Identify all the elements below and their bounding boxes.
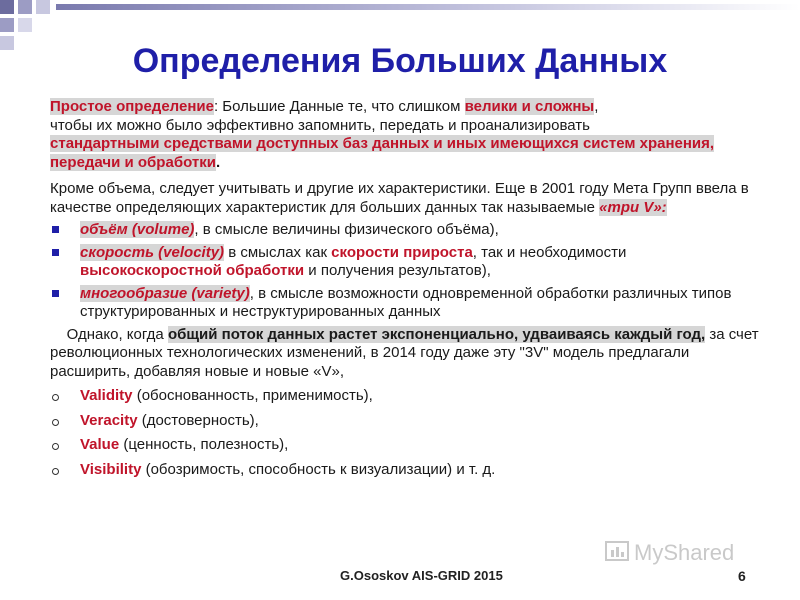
page-number: 6 [738,568,746,584]
three-v-list [50,221,762,322]
definition-lead: Простое определение [50,98,214,115]
three-v-paragraph: Кроме объема, следует учитывать и другие их характеристики. Еще в 2001 году Мета Групп ввела в качестве определяющих характеристик для больших данных так называемые «три V»: [50,180,749,216]
extra-v-list [50,387,762,479]
list-item: Validity (обоснованность, применимость), [50,387,762,406]
square-bullet-icon [52,226,59,233]
list-item: объём (volume), в смысле величины физического объёма), [50,221,762,240]
decor-square [0,18,14,32]
list-item: Veracity (достоверность), [50,412,762,431]
decor-square [18,0,32,14]
slide-content [50,98,762,485]
highlight-standard-means: стандартными средствами доступных баз данных и иных имеющихся систем хранения, передачи и обработки [50,135,715,171]
expansion-paragraph: Однако, когда общий поток данных растет экспоненциально, удваиваясь каждый год, за счет революционных технологических изменений, в 2014 году даже эту "3V" модель предлагали расширить, добавляя новые и новые «V», [50,325,759,380]
decor-bar [56,4,800,10]
footer-author: G.Ososkov AIS-GRID 2015 [340,568,503,583]
circle-bullet-icon [52,468,59,475]
watermark-text: MyShared [634,540,735,565]
list-item: Value (ценность, полезность), [50,436,762,455]
list-item: многообразие (variety), в смысле возможности одновременной обработки различных типов структурированных и неструктурированных данных [50,285,762,322]
slide-title: Определения Больших Данных [132,42,668,80]
circle-bullet-icon [52,419,59,426]
decor-square [0,0,14,14]
circle-bullet-icon [52,394,59,401]
three-v-label: «три V»: [599,198,667,216]
decor-square [36,0,50,14]
myshared-watermark-logo [604,538,764,568]
definition-paragraph: Простое определение: Большие Данные те, что слишком велики и сложны, чтобы их можно было эффективно запомнить, передать и проанализировать стандартными средствами доступных баз данных и иных имеющихся систем хранения, передачи и обработки. [50,98,715,171]
circle-bullet-icon [52,443,59,450]
decor-square [18,18,32,32]
highlight-too-big: велики и сложны [464,98,595,115]
square-bullet-icon [52,290,59,297]
square-bullet-icon [52,249,59,256]
list-item: Visibility (обозримость, способность к визуализации) и т. д. [50,461,762,480]
list-item: скорость (velocity) в смыслах как скорости прироста, так и необходимости высокоскоростной обработки и получения результатов), [50,244,762,281]
highlight-exponential: общий поток данных растет экспоненциально, удваиваясь каждый год, [167,325,706,343]
